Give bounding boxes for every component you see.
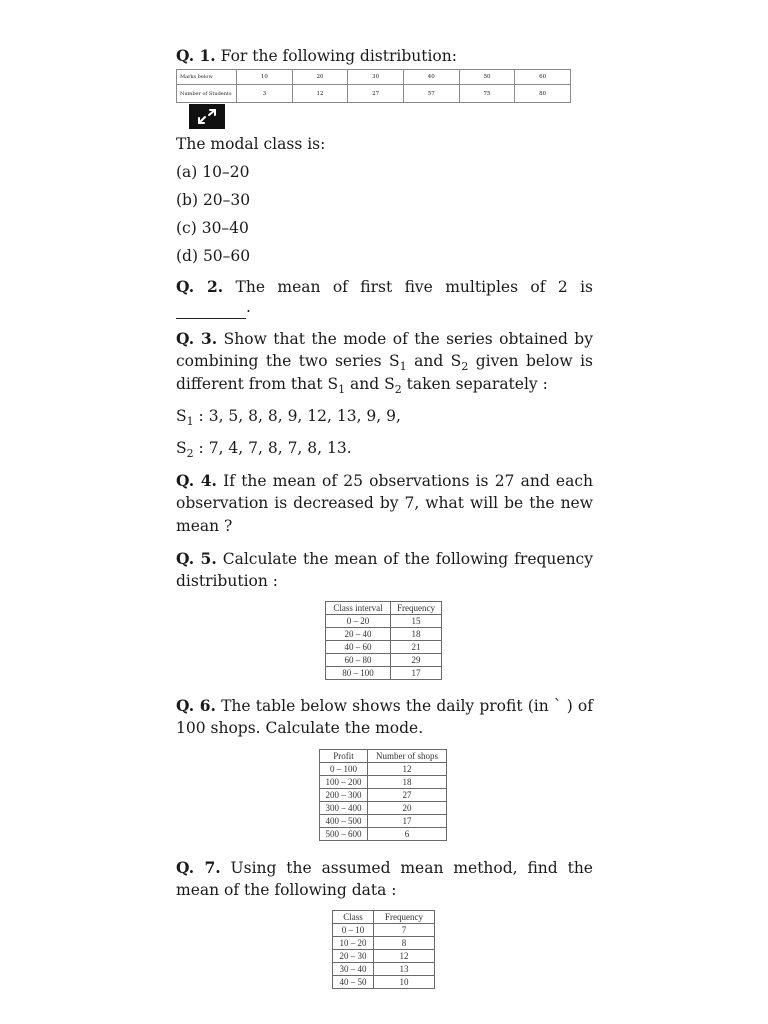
series-s1 xyxy=(176,405,401,428)
question-text: The mean of first five multiples of 2 is xyxy=(235,278,593,296)
question-4-line-3: mean ? xyxy=(176,517,233,535)
table-cell: 21 xyxy=(391,641,442,654)
table-row xyxy=(320,802,447,815)
table-cell: 40 – 50 xyxy=(333,976,374,989)
table-cell: 100 – 200 xyxy=(320,776,368,789)
text-fragment: combining the two series S xyxy=(176,352,400,370)
table-header-row xyxy=(320,750,447,763)
series-label: S xyxy=(176,407,187,425)
question-3-line-2 xyxy=(176,350,593,373)
expand-arrows-icon xyxy=(196,108,218,126)
question-number: Q. 5. xyxy=(176,549,217,568)
question-text: Show that the mode of the series obtained by xyxy=(223,330,593,348)
table-cell: 0 – 10 xyxy=(333,924,374,937)
table-row xyxy=(326,628,442,641)
question-text: The table below shows the daily profit (in ` ) of xyxy=(221,697,593,715)
table-cell: 12 xyxy=(292,85,348,103)
option-c: (c) 30–40 xyxy=(176,219,249,237)
distribution-table xyxy=(176,69,571,103)
table-cell: 80 xyxy=(515,85,571,103)
answer-blank-line xyxy=(176,296,251,319)
table-cell: 12 xyxy=(374,950,435,963)
question-number: Q. 4. xyxy=(176,471,217,490)
table-row xyxy=(333,924,435,937)
table-cell: 60 xyxy=(515,70,571,85)
option-a: (a) 10–20 xyxy=(176,163,250,181)
table-header-cell: Profit xyxy=(320,750,368,763)
text-fragment: taken separately : xyxy=(401,375,548,393)
table-header-cell: Number of shops xyxy=(368,750,447,763)
question-text: Using the assumed mean method, find the xyxy=(230,859,593,877)
table-cell: Number of Students xyxy=(177,85,237,103)
question-5-line-2: distribution : xyxy=(176,572,278,590)
table-cell: 6 xyxy=(368,828,447,841)
subscript: 1 xyxy=(186,415,194,428)
series-label: S xyxy=(176,439,187,457)
table-cell: 400 – 500 xyxy=(320,815,368,828)
text-fragment: different from that S xyxy=(176,375,339,393)
table-row xyxy=(177,70,571,85)
table-cell: 30 xyxy=(348,70,404,85)
table-header-cell: Frequency xyxy=(391,602,442,615)
table-cell: 30 – 40 xyxy=(333,963,374,976)
subscript: 1 xyxy=(399,360,407,373)
table-cell: 10 – 20 xyxy=(333,937,374,950)
table-cell: 10 xyxy=(237,70,293,85)
series-s2 xyxy=(176,437,352,460)
question-2-end: . xyxy=(246,298,251,316)
table-cell: 12 xyxy=(368,763,447,776)
table-cell: 18 xyxy=(368,776,447,789)
table-row xyxy=(320,815,447,828)
table-cell: 20 – 40 xyxy=(326,628,391,641)
table-cell: 17 xyxy=(391,667,442,680)
table-cell: 17 xyxy=(368,815,447,828)
table-cell: Marks below xyxy=(177,70,237,85)
question-number: Q. 2. xyxy=(176,277,224,296)
option-d: (d) 50–60 xyxy=(176,247,251,265)
series-values: : 3, 5, 8, 8, 9, 12, 13, 9, 9, xyxy=(193,407,401,425)
question-4-line-2: observation is decreased by 7, what will be the new xyxy=(176,494,593,512)
table-cell: 60 – 80 xyxy=(326,654,391,667)
table-row xyxy=(326,667,442,680)
subscript: 2 xyxy=(394,383,402,396)
question-number: Q. 3. xyxy=(176,329,218,348)
table-row xyxy=(320,776,447,789)
table-cell: 7 xyxy=(374,924,435,937)
answer-blank xyxy=(176,304,246,319)
expand-image-button[interactable] xyxy=(189,104,225,129)
subscript: 2 xyxy=(186,447,194,460)
table-header-cell: Frequency xyxy=(374,911,435,924)
table-header-row xyxy=(333,911,435,924)
table-header-cell: Class interval xyxy=(326,602,391,615)
question-5-line-1 xyxy=(176,547,593,571)
table-cell: 27 xyxy=(348,85,404,103)
table-row xyxy=(326,615,442,628)
table-cell: 3 xyxy=(237,85,293,103)
question-1-heading xyxy=(176,44,457,68)
table-cell: 200 – 300 xyxy=(320,789,368,802)
question-3-line-3 xyxy=(176,373,548,396)
table-cell: 0 – 20 xyxy=(326,615,391,628)
table-cell: 57 xyxy=(403,85,459,103)
table-cell: 500 – 600 xyxy=(320,828,368,841)
table-row xyxy=(326,654,442,667)
question-4-line-1 xyxy=(176,469,593,493)
table-cell: 75 xyxy=(459,85,515,103)
question-6-line-2: 100 shops. Calculate the mode. xyxy=(176,719,424,737)
text-fragment: given below is xyxy=(468,352,593,370)
table-row xyxy=(333,937,435,950)
text-fragment: and S xyxy=(345,375,395,393)
table-cell: 13 xyxy=(374,963,435,976)
table-cell: 300 – 400 xyxy=(320,802,368,815)
series-values: : 7, 4, 7, 8, 7, 8, 13. xyxy=(193,439,352,457)
table-cell: 50 xyxy=(459,70,515,85)
question-7-line-1 xyxy=(176,856,593,880)
table-cell: 20 xyxy=(292,70,348,85)
subscript: 1 xyxy=(338,383,346,396)
question-1-prompt: The modal class is: xyxy=(176,135,326,153)
table-row xyxy=(177,85,571,103)
table-row xyxy=(333,963,435,976)
text-fragment: and S xyxy=(406,352,462,370)
table-cell: 20 – 30 xyxy=(333,950,374,963)
table-cell: 80 – 100 xyxy=(326,667,391,680)
frequency-table xyxy=(325,601,442,680)
table-cell: 10 xyxy=(374,976,435,989)
table-cell: 18 xyxy=(391,628,442,641)
question-6-line-1 xyxy=(176,694,593,718)
table-row xyxy=(333,976,435,989)
question-number: Q. 6. xyxy=(176,696,216,715)
table-cell: 0 – 100 xyxy=(320,763,368,776)
table-row xyxy=(320,828,447,841)
table-cell: 40 xyxy=(403,70,459,85)
question-number: Q. 7. xyxy=(176,858,221,877)
table-cell: 27 xyxy=(368,789,447,802)
table-row xyxy=(320,763,447,776)
subscript: 2 xyxy=(461,360,469,373)
table-cell: 40 – 60 xyxy=(326,641,391,654)
table-row xyxy=(320,789,447,802)
question-3-line-1 xyxy=(176,327,593,351)
class-frequency-table xyxy=(332,910,435,989)
option-b: (b) 20–30 xyxy=(176,191,251,209)
profit-table xyxy=(319,749,447,841)
table-cell: 8 xyxy=(374,937,435,950)
question-text: Calculate the mean of the following frequency xyxy=(222,550,593,568)
question-7-line-2: mean of the following data : xyxy=(176,881,397,899)
table-cell: 20 xyxy=(368,802,447,815)
question-text: For the following distribution: xyxy=(220,47,457,65)
table-row xyxy=(326,641,442,654)
table-row xyxy=(333,950,435,963)
question-number: Q. 1. xyxy=(176,46,216,65)
table-header-cell: Class xyxy=(333,911,374,924)
table-cell: 29 xyxy=(391,654,442,667)
question-text: If the mean of 25 observations is 27 and each xyxy=(223,472,593,490)
table-header-row xyxy=(326,602,442,615)
table-cell: 15 xyxy=(391,615,442,628)
